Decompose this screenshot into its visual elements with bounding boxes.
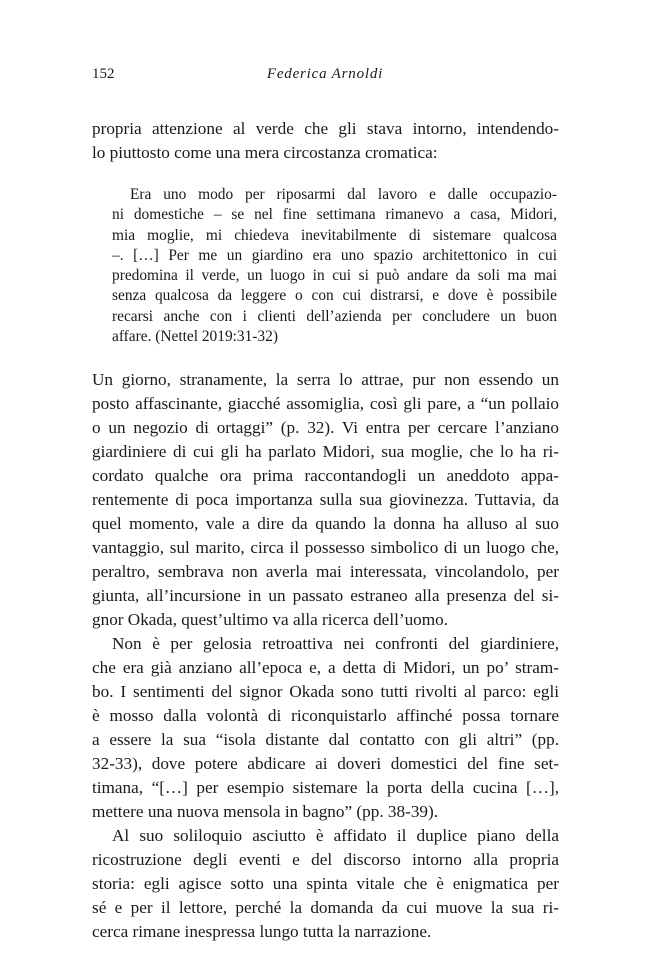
text-line: gnor Okada, quest’ultimo va alla ricerca dell’uomo.: [92, 610, 449, 629]
text-line: a essere la sua “isola distante dal contatto con gli altri” (pp.: [92, 730, 559, 749]
text-line: ricostruzione degli eventi e del discorso intorno alla propria: [92, 850, 559, 869]
text-line: mettere una nuova mensola in bagno” (pp. 38-39).: [92, 802, 439, 821]
text-line: peraltro, sembrava non averla mai interessata, vincolandolo, per: [92, 562, 559, 581]
quote-line: ni domestiche – se nel fine settimana rimanevo a casa, Midori,: [112, 206, 557, 223]
page-number: 152: [92, 66, 115, 82]
text-line: 32-33), dove potere abdicare ai doveri domestici del fine set-: [92, 754, 559, 773]
quote-line: mia moglie, mi chiedeva inevitabilmente di sistemare qualcosa: [112, 227, 557, 244]
text-line: bo. I sentimenti del signor Okada sono tutti rivolti al parco: egli: [92, 682, 559, 701]
text-line: posto affascinante, giacché assomiglia, così gli pare, a “un pollaio: [92, 394, 559, 413]
text-line: giardiniere di cui gli ha parlato Midori, sua moglie, che lo ha ri-: [92, 442, 559, 461]
quote-line: predomina il verde, un luogo in cui si può andare da soli ma mai: [112, 267, 557, 284]
text-line: propria attenzione al verde che gli stava intorno, intendendo-: [92, 119, 559, 138]
running-head: Federica Arnoldi: [266, 66, 384, 82]
text-line: rentemente di poca importanza sulla sua giovinezza. Tuttavia, da: [92, 490, 559, 509]
text-line: cordato qualche ora prima raccontandogli un aneddoto appa-: [92, 466, 559, 485]
quote-line: –. […] Per me un giardino era uno spazio architettonico in cui: [112, 247, 557, 264]
text-line: o un negozio di ortaggi” (p. 32). Vi entra per cercare l’anziano: [92, 418, 559, 437]
quote-line: senza qualcosa da leggere o con cui distrarsi, e dove è possibile: [112, 287, 557, 304]
text-line: quel momento, vale a dire da quando la donna ha alluso al suo: [92, 514, 559, 533]
quote-line: affare. (Nettel 2019:31-32): [112, 328, 278, 345]
text-line: lo piuttosto come una mera circostanza cromatica:: [92, 143, 438, 162]
text-line: sé e per il lettore, perché la domanda da cui muove la sua ri-: [92, 898, 559, 917]
text-line: che era già anziano all’epoca e, a detta di Midori, un po’ stram-: [92, 658, 559, 677]
text-line: Non è per gelosia retroattiva nei confronti del giardiniere,: [112, 634, 559, 653]
quote-line: recarsi anche con i clienti dell’azienda per concludere un buon: [112, 308, 557, 325]
text-line: vantaggio, sul marito, circa il possesso simbolico di un luogo che,: [92, 538, 559, 557]
text-line: timana, “[…] per esempio sistemare la porta della cucina […],: [92, 778, 559, 797]
text-line: giunta, all’incursione in un passato estraneo alla presenza del si-: [92, 586, 559, 605]
text-line: cerca rimane inespressa lungo tutta la narrazione.: [92, 922, 432, 941]
text-line: storia: egli agisce sotto una spinta vitale che è enigmatica per: [92, 874, 559, 893]
quote-line: Era uno modo per riposarmi dal lavoro e dalle occupazio-: [130, 186, 557, 203]
text-line: Un giorno, stranamente, la serra lo attrae, pur non essendo un: [92, 370, 559, 389]
text-line: Al suo soliloquio asciutto è affidato il duplice piano della: [112, 826, 559, 845]
text-line: è mosso dalla volontà di riconquistarlo affinché possa tornare: [92, 706, 559, 725]
